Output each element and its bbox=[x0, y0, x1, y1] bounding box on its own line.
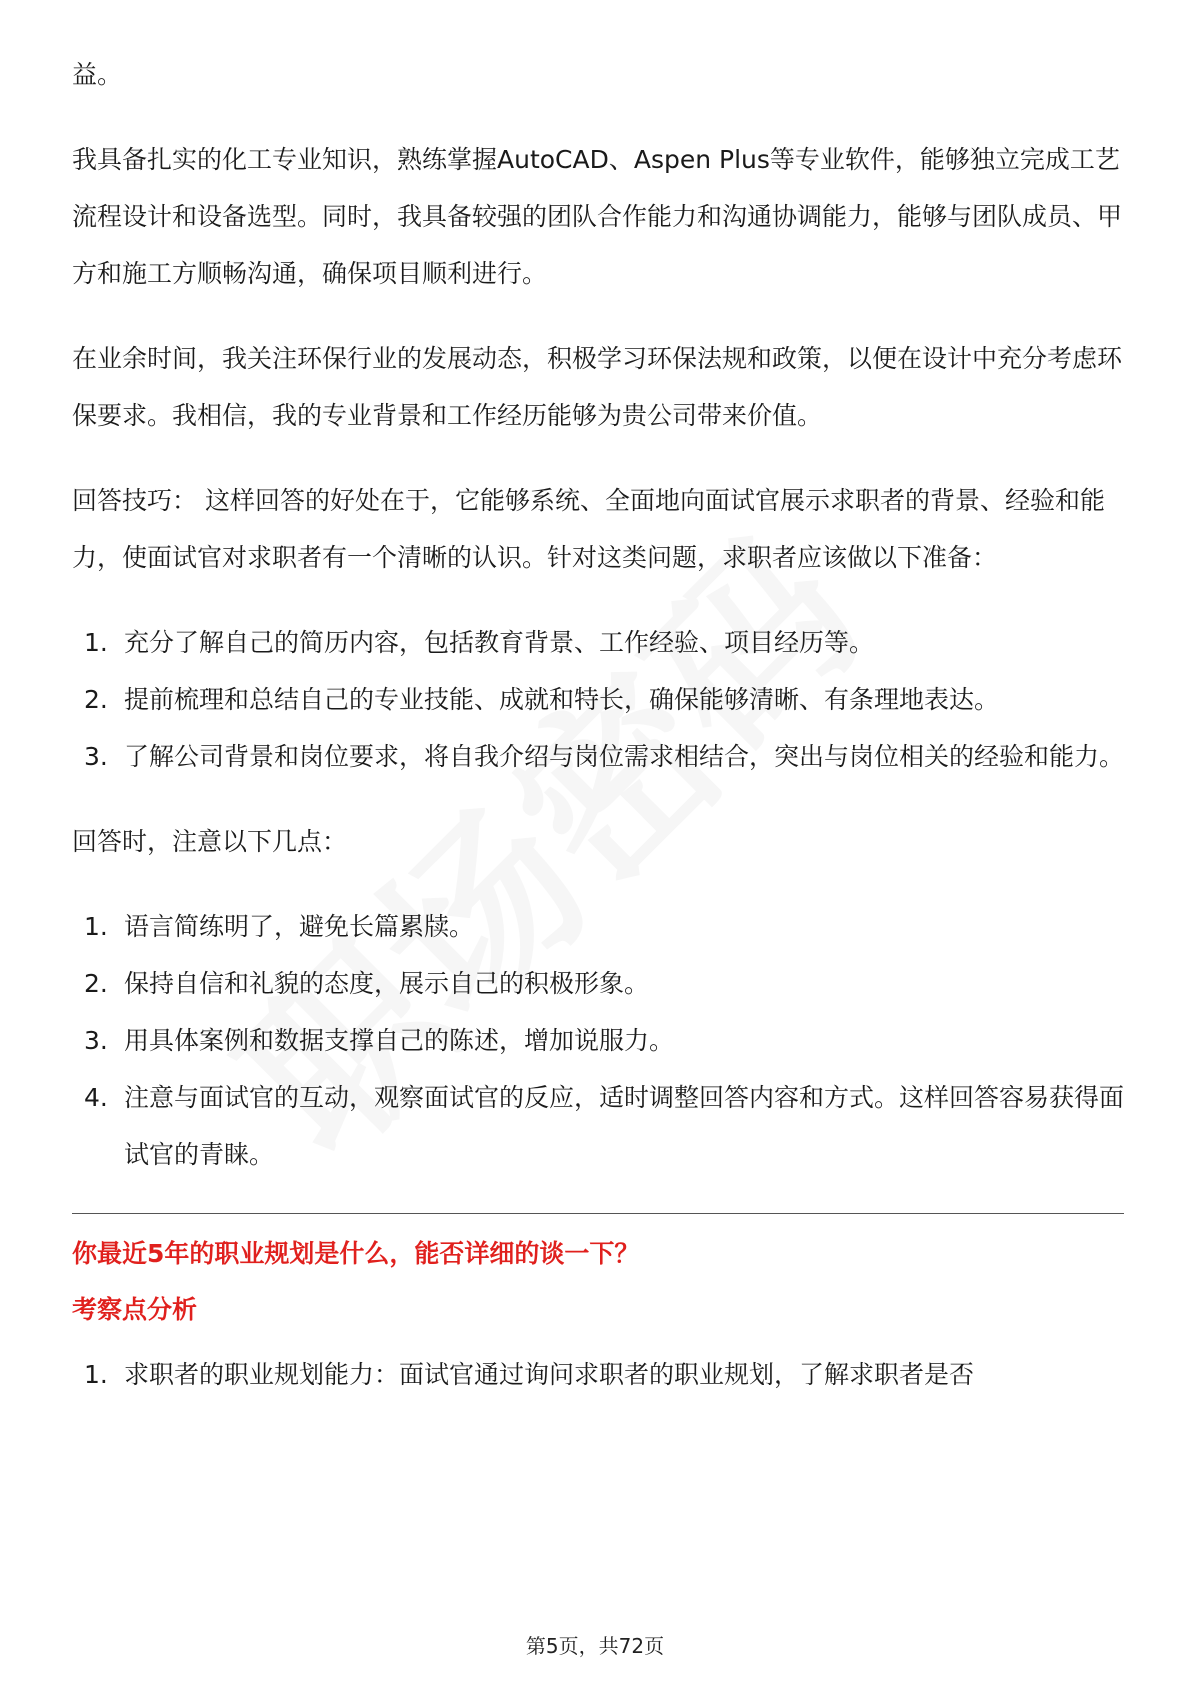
list-item-text: 提前梳理和总结自己的专业技能、成就和特长，确保能够清晰、有条理地表达。 bbox=[124, 685, 1000, 714]
list-item bbox=[72, 728, 1124, 785]
paragraph-2: 我具备扎实的化工专业知识，熟练掌握AutoCAD、Aspen Plus等专业软件，能够独立完成工艺流程设计和设备选型。同时，我具备较强的团队合作能力和沟通协调能力，能够与团队成员、甲方和施工方顺畅沟通，确保项目顺利进行。 bbox=[72, 145, 1123, 288]
list-item bbox=[72, 671, 1124, 728]
list-item bbox=[72, 1069, 1124, 1183]
paragraph-3: 在业余时间，我关注环保行业的发展动态，积极学习环保法规和政策，以便在设计中充分考虑环保要求。我相信，我的专业背景和工作经历能够为贵公司带来价值。 bbox=[72, 344, 1123, 430]
list-item bbox=[72, 955, 1124, 1012]
list-item bbox=[72, 1012, 1124, 1069]
attention-list bbox=[72, 898, 1124, 1183]
list-item-text: 语言简练明了，避免长篇累牍。 bbox=[124, 912, 475, 941]
list-number: 2. bbox=[84, 969, 108, 998]
list-item bbox=[72, 898, 1124, 955]
list-item-text: 充分了解自己的简历内容，包括教育背景、工作经验、项目经历等。 bbox=[124, 628, 875, 657]
preparation-list bbox=[72, 614, 1124, 785]
section-divider bbox=[72, 1213, 1124, 1214]
list-item-text: 注意与面试官的互动，观察面试官的反应，适时调整回答内容和方式。这样回答容易获得面试官的青睐。 bbox=[124, 1083, 1125, 1169]
list-number: 3. bbox=[84, 1026, 108, 1055]
attention-heading: 回答时，注意以下几点： bbox=[72, 827, 348, 856]
list-number: 1. bbox=[84, 628, 108, 657]
list-number: 3. bbox=[84, 742, 108, 771]
list-item-text: 保持自信和礼貌的态度，展示自己的积极形象。 bbox=[124, 969, 650, 998]
list-item bbox=[72, 1346, 1124, 1403]
list-number: 4. bbox=[84, 1083, 108, 1112]
list-item bbox=[72, 614, 1124, 671]
list-item-text: 了解公司背景和岗位要求，将自我介绍与岗位需求相结合，突出与岗位相关的经验和能力。 bbox=[124, 742, 1125, 771]
question-heading: 你最近5年的职业规划是什么，能否详细的谈一下？ bbox=[72, 1239, 640, 1268]
page-footer: 第5页，共72页 bbox=[525, 1634, 665, 1658]
analysis-heading: 考察点分析 bbox=[72, 1295, 198, 1324]
list-item-text: 求职者的职业规划能力：面试官通过询问求职者的职业规划，了解求职者是否 bbox=[124, 1360, 975, 1389]
list-number: 2. bbox=[84, 685, 108, 714]
paragraph-1: 益。 bbox=[72, 60, 123, 89]
answer-tips-paragraph: 回答技巧： 这样回答的好处在于，它能够系统、全面地向面试官展示求职者的背景、经验和能力，使面试官对求职者有一个清晰的认识。针对这类问题，求职者应该做以下准备： bbox=[72, 486, 1105, 572]
list-number: 1. bbox=[84, 912, 108, 941]
list-item-text: 用具体案例和数据支撑自己的陈述，增加说服力。 bbox=[124, 1026, 675, 1055]
document-page bbox=[72, 46, 1124, 1431]
list-number: 1. bbox=[84, 1360, 108, 1389]
analysis-list bbox=[72, 1346, 1124, 1403]
